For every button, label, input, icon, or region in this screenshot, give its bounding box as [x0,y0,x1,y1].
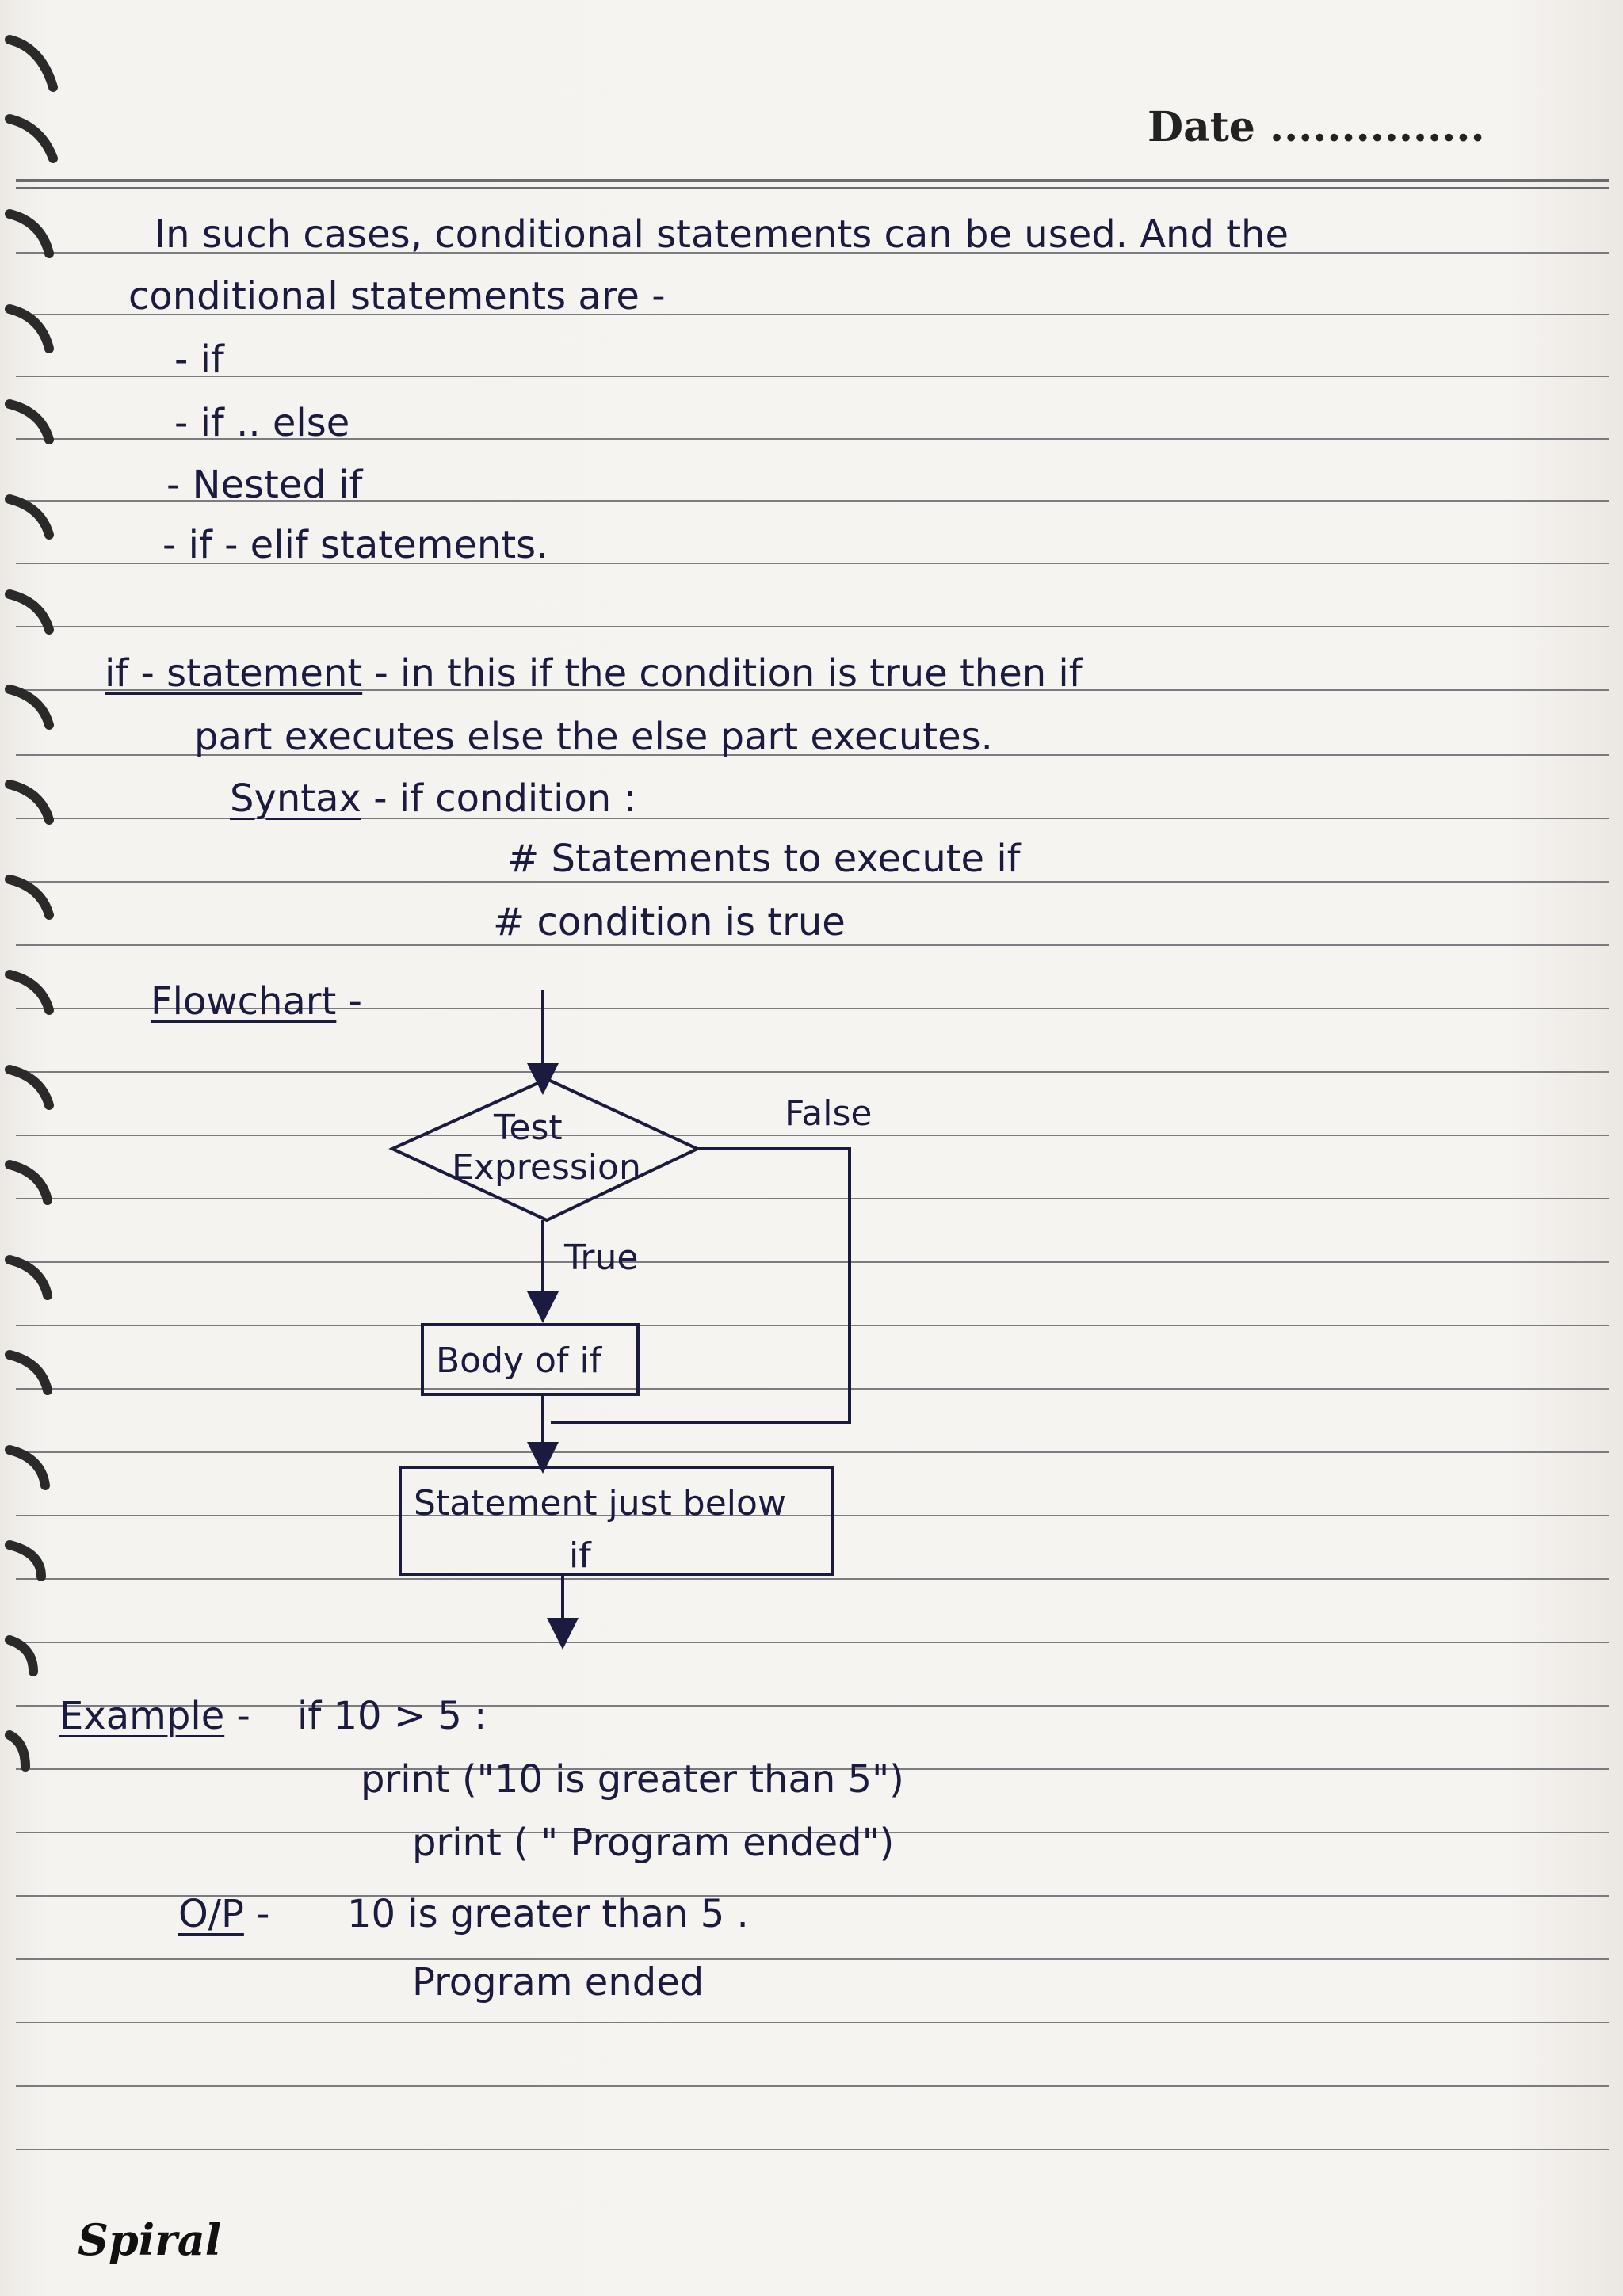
date-label: Date ............... [1148,103,1485,151]
output-label: O/P [178,1892,244,1936]
example-label-dash: - [224,1694,250,1738]
example-code-line-2: print ("10 is greater than 5") [361,1757,904,1802]
syntax-comment-2: # condition is true [493,900,846,944]
list-item-if-else: - if .. else [174,401,350,445]
list-item-nested-if: - Nested if [166,463,363,507]
example-code-line-1: if 10 > 5 : [297,1694,487,1738]
true-label: True [564,1238,639,1278]
decision-label-line-2: Expression [452,1147,641,1188]
intro-line-1: In such cases, conditional statements can be used. And the [155,212,1289,257]
if-statement-heading: if - statement [105,651,363,696]
notebook-brand: Spiral [78,2214,222,2265]
syntax-code: - if condition : [361,776,636,821]
output-label-line [178,1892,270,1936]
if-statement-desc-2: part executes else the else part executes. [194,715,993,759]
decision-label-line-1: Test [494,1108,563,1148]
output-line-2: Program ended [412,1960,705,2004]
statement-below-label-2: if [569,1535,591,1576]
false-label: False [785,1093,873,1134]
output-line-1: 10 is greater than 5 . [347,1892,749,1936]
example-label: Example [59,1694,225,1738]
syntax-label: Syntax [230,776,361,821]
list-item-if: - if [174,338,224,382]
output-label-dash: - [243,1892,270,1936]
false-branch-line [551,1149,850,1422]
body-label: Body of if [436,1341,602,1381]
list-item-if-elif: - if - elif statements. [162,523,548,567]
example-label-line [59,1694,250,1738]
intro-line-2: conditional statements are - [128,274,666,318]
statement-below-label-1: Statement just below [414,1483,786,1524]
syntax-comment-1: # Statements to execute if [507,837,1021,881]
example-code-line-3: print ( " Program ended") [412,1821,895,1865]
flowchart-label-dash: - [336,979,362,1024]
if-statement-desc-1: - in this if the condition is true then if [362,651,1083,696]
flowchart-label: Flowchart [151,979,337,1024]
